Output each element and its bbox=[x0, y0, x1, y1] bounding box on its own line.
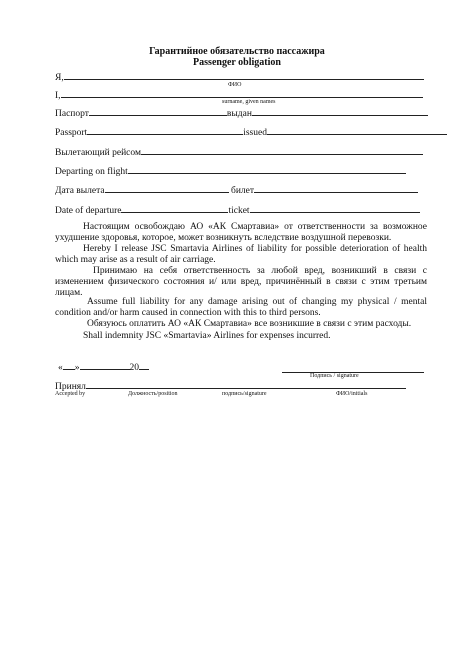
row-passport-ru bbox=[55, 106, 427, 120]
signature-date bbox=[58, 360, 178, 374]
field-date-ru[interactable] bbox=[105, 183, 229, 193]
paragraph-liability-en: Assume full liability for any damage arising out of changing my physical / mental condition and/or harm caused in connection with this to third persons. bbox=[55, 297, 427, 319]
caption-signature: подпись/signature bbox=[222, 391, 267, 397]
label-flight-ru: Вылетающий рейсом bbox=[55, 148, 141, 158]
label-ya: Я, bbox=[55, 73, 64, 83]
row-date-ru bbox=[55, 183, 427, 197]
date-open-quote: « bbox=[58, 363, 63, 373]
label-passport-en: Passport bbox=[55, 128, 88, 138]
field-flight-ru[interactable] bbox=[141, 145, 423, 155]
title-en: Passenger obligation bbox=[193, 57, 281, 68]
field-ticket-ru[interactable] bbox=[254, 183, 418, 193]
caption-name: surname, given names bbox=[222, 99, 276, 105]
field-date-en[interactable] bbox=[121, 203, 228, 213]
label-date-ru: Дата вылета bbox=[55, 186, 105, 196]
caption-accepted-en: Accepted by bbox=[55, 391, 86, 397]
row-flight-en bbox=[55, 164, 427, 178]
field-ticket-en[interactable] bbox=[250, 203, 420, 213]
label-ticket-en: ticket bbox=[228, 206, 250, 216]
field-flight-en[interactable] bbox=[128, 164, 406, 174]
field-fio-ru[interactable] bbox=[64, 70, 424, 80]
row-passport-en bbox=[55, 125, 427, 139]
year-prefix: 20 bbox=[129, 363, 139, 373]
field-name-en[interactable] bbox=[61, 88, 423, 98]
paragraph-release-ru: Настоящим освобождаю АО «АК Смартавиа» от ответственности за возможное ухудшение здоровья, которое, может возникнуть вследствие воздушной перевозки. bbox=[55, 222, 427, 244]
label-passport-ru: Паспорт bbox=[55, 109, 89, 119]
caption-passenger-signature: Подпись / signature bbox=[310, 373, 359, 379]
label-i: I, bbox=[55, 91, 61, 101]
label-date-en: Date of departure bbox=[55, 206, 122, 216]
caption-fio: ФИО bbox=[228, 82, 242, 88]
caption-initials: ФИО/initials bbox=[336, 391, 368, 397]
field-accepted[interactable] bbox=[86, 379, 406, 389]
label-ticket-ru: билет bbox=[231, 186, 255, 196]
title-ru: Гарантийное обязательство пассажира bbox=[149, 46, 325, 57]
field-month[interactable] bbox=[80, 360, 130, 370]
row-flight-ru bbox=[55, 145, 427, 159]
row-date-en bbox=[55, 203, 427, 217]
label-accepted-ru: Принял bbox=[55, 382, 86, 392]
field-issued-ru[interactable] bbox=[252, 106, 428, 116]
field-issued-en[interactable] bbox=[267, 125, 447, 135]
field-passport-ru[interactable] bbox=[89, 106, 227, 116]
paragraph-indemnity-ru: Обязуюсь оплатить АО «АК Смартавиа» все возникшие в связи с этим расходы. bbox=[87, 319, 412, 329]
field-year[interactable] bbox=[139, 360, 149, 370]
field-passport-en[interactable] bbox=[87, 125, 243, 135]
date-close-quote: » bbox=[74, 363, 80, 373]
label-issued-en: issued bbox=[243, 128, 267, 138]
paragraph-liability-ru: Принимаю на себя ответственность за любой вред, возникший в связи с изменением физического состояния и/ или вред, причинённый в связи с этим третьим лицам. bbox=[55, 266, 427, 299]
label-flight-en: Departing on flight bbox=[55, 167, 128, 177]
paragraph-release-en: Hereby I release JSC Smartavia Airlines of liability for possible deterioration of health which may arise as a result of air carriage. bbox=[55, 244, 427, 266]
field-day[interactable] bbox=[63, 360, 75, 370]
field-passenger-signature[interactable] bbox=[282, 363, 424, 373]
label-issued-ru: выдан bbox=[226, 109, 252, 119]
paragraph-indemnity-en: Shall indemnity JSC «Smartavia» Airlines for expenses incurred. bbox=[83, 331, 331, 341]
caption-position: Должность/position bbox=[128, 391, 178, 397]
